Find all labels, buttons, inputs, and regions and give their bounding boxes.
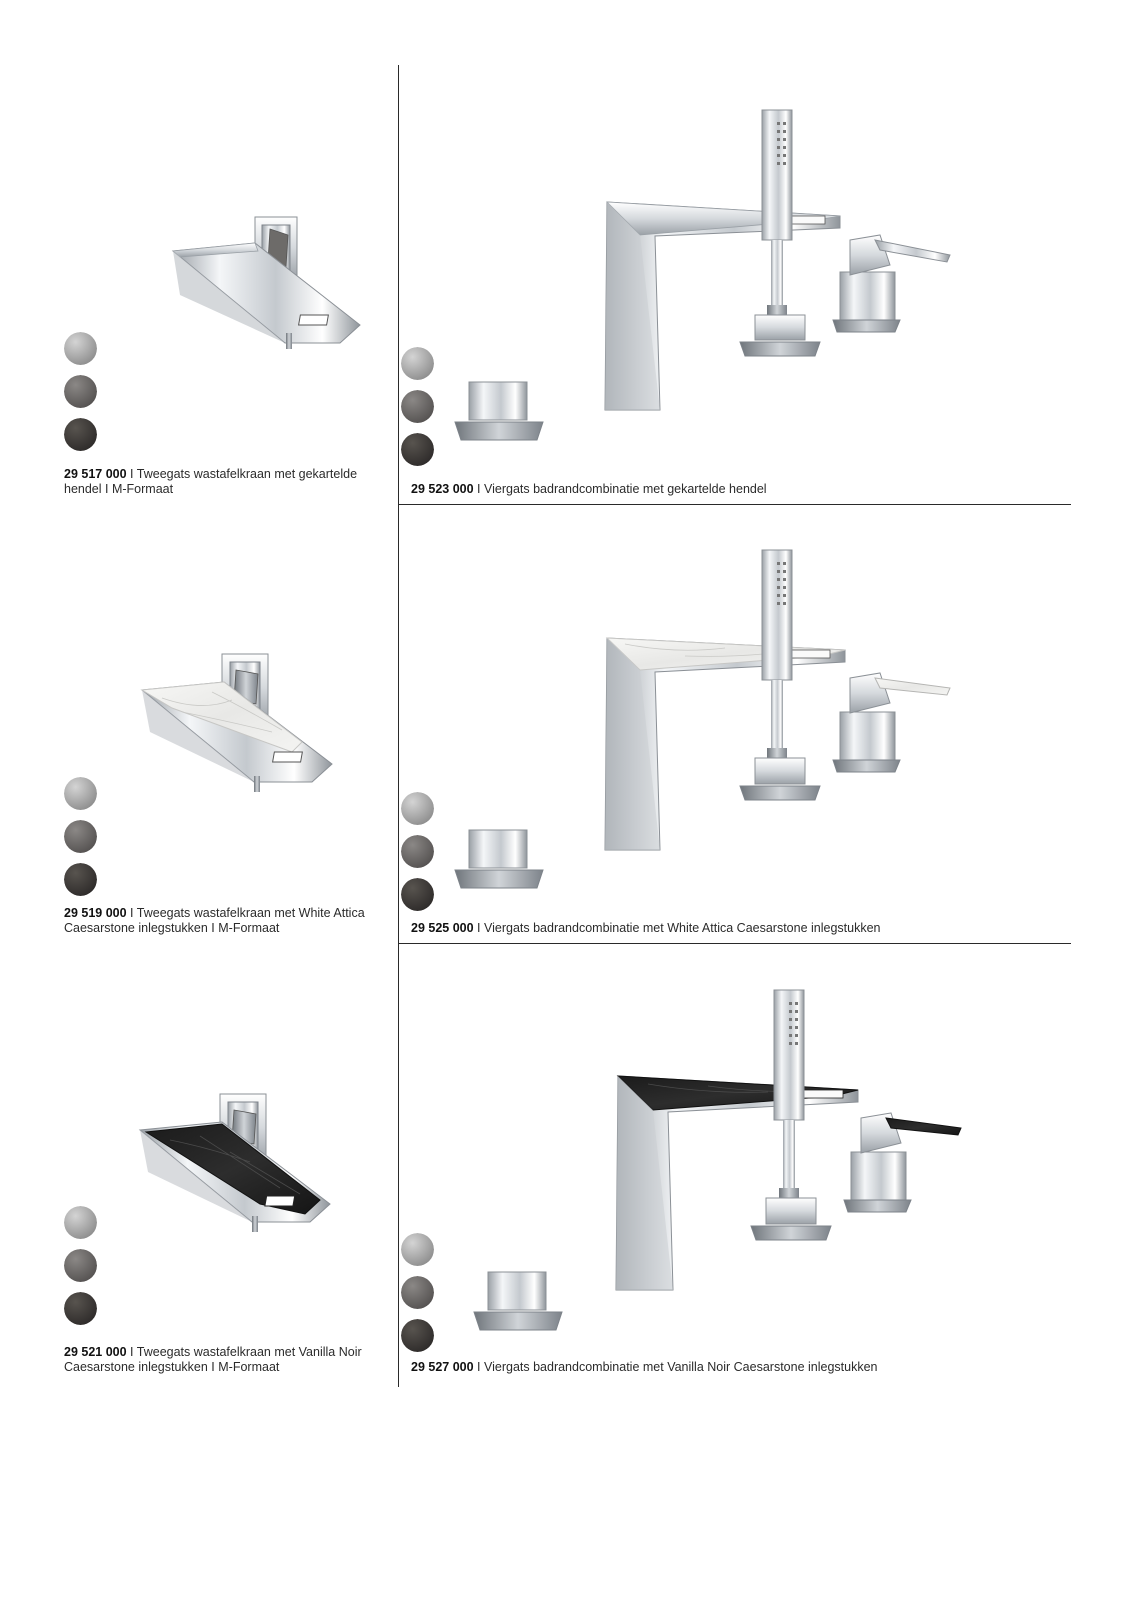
finish-swatch-icon[interactable] bbox=[64, 1206, 97, 1239]
product-code: 29 521 000 bbox=[64, 1345, 127, 1359]
column-divider bbox=[398, 65, 399, 1387]
finish-swatch-icon[interactable] bbox=[64, 820, 97, 853]
wall-basin-tap-image bbox=[170, 215, 370, 350]
finish-swatch-icon[interactable] bbox=[401, 835, 434, 868]
product-description: Tweegats wastafelkraan met White Attica Caesarstone inlegstukken I M-Formaat bbox=[64, 906, 365, 935]
caption-separator: I bbox=[473, 1360, 484, 1374]
product-caption bbox=[64, 1345, 382, 1375]
bath-deck-combination-image bbox=[455, 550, 960, 900]
finish-swatch-icon[interactable] bbox=[401, 792, 434, 825]
product-description: Viergats badrandcombinatie met White Attica Caesarstone inlegstukken bbox=[483, 921, 881, 935]
finish-swatch-icon[interactable] bbox=[64, 1292, 97, 1325]
finish-swatches bbox=[401, 792, 434, 911]
finish-swatch-icon[interactable] bbox=[64, 777, 97, 810]
product-caption bbox=[411, 1360, 1051, 1375]
finish-swatches bbox=[401, 347, 434, 466]
finish-swatch-icon[interactable] bbox=[64, 375, 97, 408]
product-caption bbox=[64, 906, 382, 936]
finish-swatches bbox=[64, 332, 97, 451]
product-description: Tweegats wastafelkraan met gekartelde hendel I M-Formaat bbox=[64, 467, 358, 496]
finish-swatch-icon[interactable] bbox=[64, 332, 97, 365]
finish-swatch-icon[interactable] bbox=[401, 1233, 434, 1266]
caption-separator: I bbox=[126, 467, 137, 481]
wall-basin-tap-image bbox=[140, 1092, 340, 1232]
caption-separator: I bbox=[126, 906, 137, 920]
caption-separator: I bbox=[473, 482, 484, 496]
product-caption bbox=[64, 467, 382, 497]
caption-separator: I bbox=[126, 1345, 137, 1359]
product-caption bbox=[411, 482, 1051, 497]
product-code: 29 519 000 bbox=[64, 906, 127, 920]
bath-deck-combination-image bbox=[455, 110, 960, 455]
finish-swatch-icon[interactable] bbox=[64, 418, 97, 451]
row-divider-1 bbox=[398, 504, 1071, 505]
finish-swatches bbox=[64, 1206, 97, 1325]
product-description: Tweegats wastafelkraan met Vanilla Noir Caesarstone inlegstukken I M-Formaat bbox=[64, 1345, 362, 1374]
caption-separator: I bbox=[473, 921, 484, 935]
finish-swatch-icon[interactable] bbox=[401, 390, 434, 423]
product-code: 29 517 000 bbox=[64, 467, 127, 481]
finish-swatches bbox=[64, 777, 97, 896]
row-divider-2 bbox=[398, 943, 1071, 944]
finish-swatch-icon[interactable] bbox=[64, 1249, 97, 1282]
product-description: Viergats badrandcombinatie met Vanilla Noir Caesarstone inlegstukken bbox=[483, 1360, 878, 1374]
bath-deck-combination-image bbox=[468, 990, 973, 1355]
finish-swatch-icon[interactable] bbox=[401, 878, 434, 911]
finish-swatch-icon[interactable] bbox=[401, 347, 434, 380]
wall-basin-tap-image bbox=[142, 652, 342, 792]
finish-swatch-icon[interactable] bbox=[401, 433, 434, 466]
product-description: Viergats badrandcombinatie met gekartelde hendel bbox=[483, 482, 767, 496]
finish-swatch-icon[interactable] bbox=[401, 1276, 434, 1309]
product-code: 29 527 000 bbox=[411, 1360, 474, 1374]
product-code: 29 523 000 bbox=[411, 482, 474, 496]
product-caption bbox=[411, 921, 1051, 936]
finish-swatch-icon[interactable] bbox=[64, 863, 97, 896]
finish-swatches bbox=[401, 1233, 434, 1352]
product-code: 29 525 000 bbox=[411, 921, 474, 935]
finish-swatch-icon[interactable] bbox=[401, 1319, 434, 1352]
